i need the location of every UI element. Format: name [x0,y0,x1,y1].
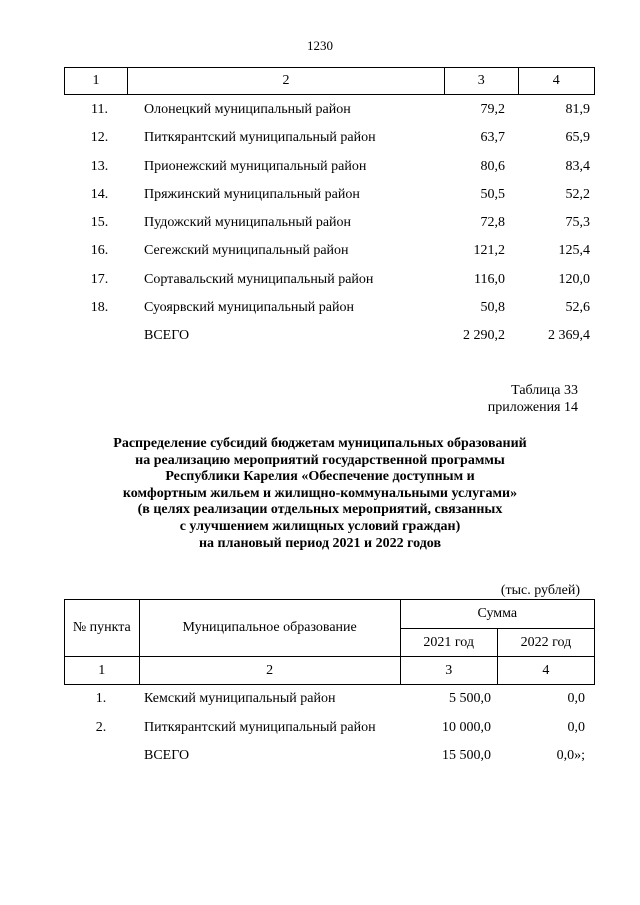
row-value-4: 81,9 [565,102,590,117]
table-row [64,237,595,265]
row-number: 18. [90,300,109,316]
row-number: 14. [90,186,109,202]
title-line: на плановый период 2021 и 2022 годов [198,535,442,551]
row-name: Сегежский муниципальный район [144,243,349,259]
row-number: 13. [90,158,109,174]
table-label [488,382,578,416]
row-value-4: 120,0 [558,271,590,287]
table2-header-year2: 2022 год [497,629,594,657]
table1-header-col2: 2 [128,68,445,94]
table2-header [64,599,595,685]
title-line: Республики Карелия «Обеспечение доступным и [165,469,475,485]
row-value-2021: 15 500,0 [442,748,491,763]
table1-header-col1: 1 [65,68,128,94]
row-name: ВСЕГО [144,328,190,344]
table2-header-n3: 3 [400,657,497,685]
units-label: (тыс. рублей) [500,583,580,598]
row-value-4: 83,4 [565,158,590,174]
row-value-4: 52,6 [565,300,590,316]
row-value-4: 65,9 [565,130,590,146]
table2-header-col1: № пункта [65,600,140,657]
table1-body [64,96,595,351]
row-value-4: 2 369,4 [548,328,590,344]
row-value-3: 2 290,2 [463,328,505,344]
row-value-3: 50,8 [480,300,505,316]
table2-header-sum: Сумма [400,600,594,629]
row-value-2021: 10 000,0 [442,719,491,735]
table-row [64,181,595,209]
table-total-row [64,745,595,774]
row-number: 1. [95,691,107,706]
table-row [64,209,595,237]
document-title [0,436,640,552]
title-line: с улучшением жилищных условий граждан) [179,518,461,534]
table-row [64,294,595,322]
row-value-4: 125,4 [558,243,590,259]
row-number: 16. [90,243,109,259]
row-number: 15. [90,215,109,231]
table2-header-year1: 2021 год [400,629,497,657]
row-value-3: 63,7 [480,130,505,146]
row-value-4: 52,2 [565,186,590,202]
table-row [64,96,595,124]
row-number: 11. [91,102,108,117]
row-value-2022: 0,0»; [556,748,585,763]
title-line: комфортным жильем и жилищно-коммунальными услугами» [122,485,518,501]
row-number: 2. [95,719,107,735]
table-label-line1: Таблица 33 [511,383,578,398]
row-value-3: 50,5 [480,186,505,202]
row-value-2021: 5 500,0 [449,691,491,706]
page-number: 1230 [307,38,333,53]
table1-header-col4: 4 [552,73,560,88]
row-value-3: 79,2 [480,102,505,117]
table-row [64,717,595,746]
title-line: Распределение субсидий бюджетам муниципальных образований [113,436,527,451]
row-name: Суоярвский муниципальный район [144,300,354,316]
row-name: Пудожский муниципальный район [144,215,352,231]
table2-body [64,688,595,774]
table-row [64,124,595,152]
row-name: Питкярантский муниципальный район [144,719,376,735]
table1-header [64,67,595,95]
table-row [64,153,595,181]
table2-header-col2: Муниципальное образование [139,600,400,657]
row-number: 12. [90,130,109,146]
table2-header-n4: 4 [497,657,594,685]
row-value-4: 75,3 [565,215,590,231]
table-row [64,688,595,717]
row-value-3: 72,8 [480,215,505,231]
row-number: 17. [90,271,109,287]
row-name: Олонецкий муниципальный район [144,102,351,117]
row-name: Пряжинский муниципальный район [144,186,360,202]
title-line: на реализацию мероприятий государственной программы [135,452,505,468]
row-name: Кемский муниципальный район [144,691,336,706]
row-name: Прионежский муниципальный район [144,158,367,174]
row-value-2022: 0,0 [567,719,585,735]
row-name: Питкярантский муниципальный район [144,130,376,146]
row-value-3: 80,6 [480,158,505,174]
title-line: (в целях реализации отдельных мероприятий, связанных [137,502,503,518]
row-value-2022: 0,0 [567,691,585,706]
table2-header-n1: 1 [65,657,140,685]
row-value-3: 116,0 [474,271,505,287]
table-label-line2: приложения 14 [487,400,578,415]
table2-header-n2: 2 [139,657,400,685]
table-row [64,266,595,294]
row-name: ВСЕГО [144,748,190,763]
row-name: Сортавальский муниципальный район [144,271,374,287]
row-value-3: 121,2 [473,243,505,259]
table1-header-col3: 3 [445,68,519,94]
table-total-row [64,322,595,350]
